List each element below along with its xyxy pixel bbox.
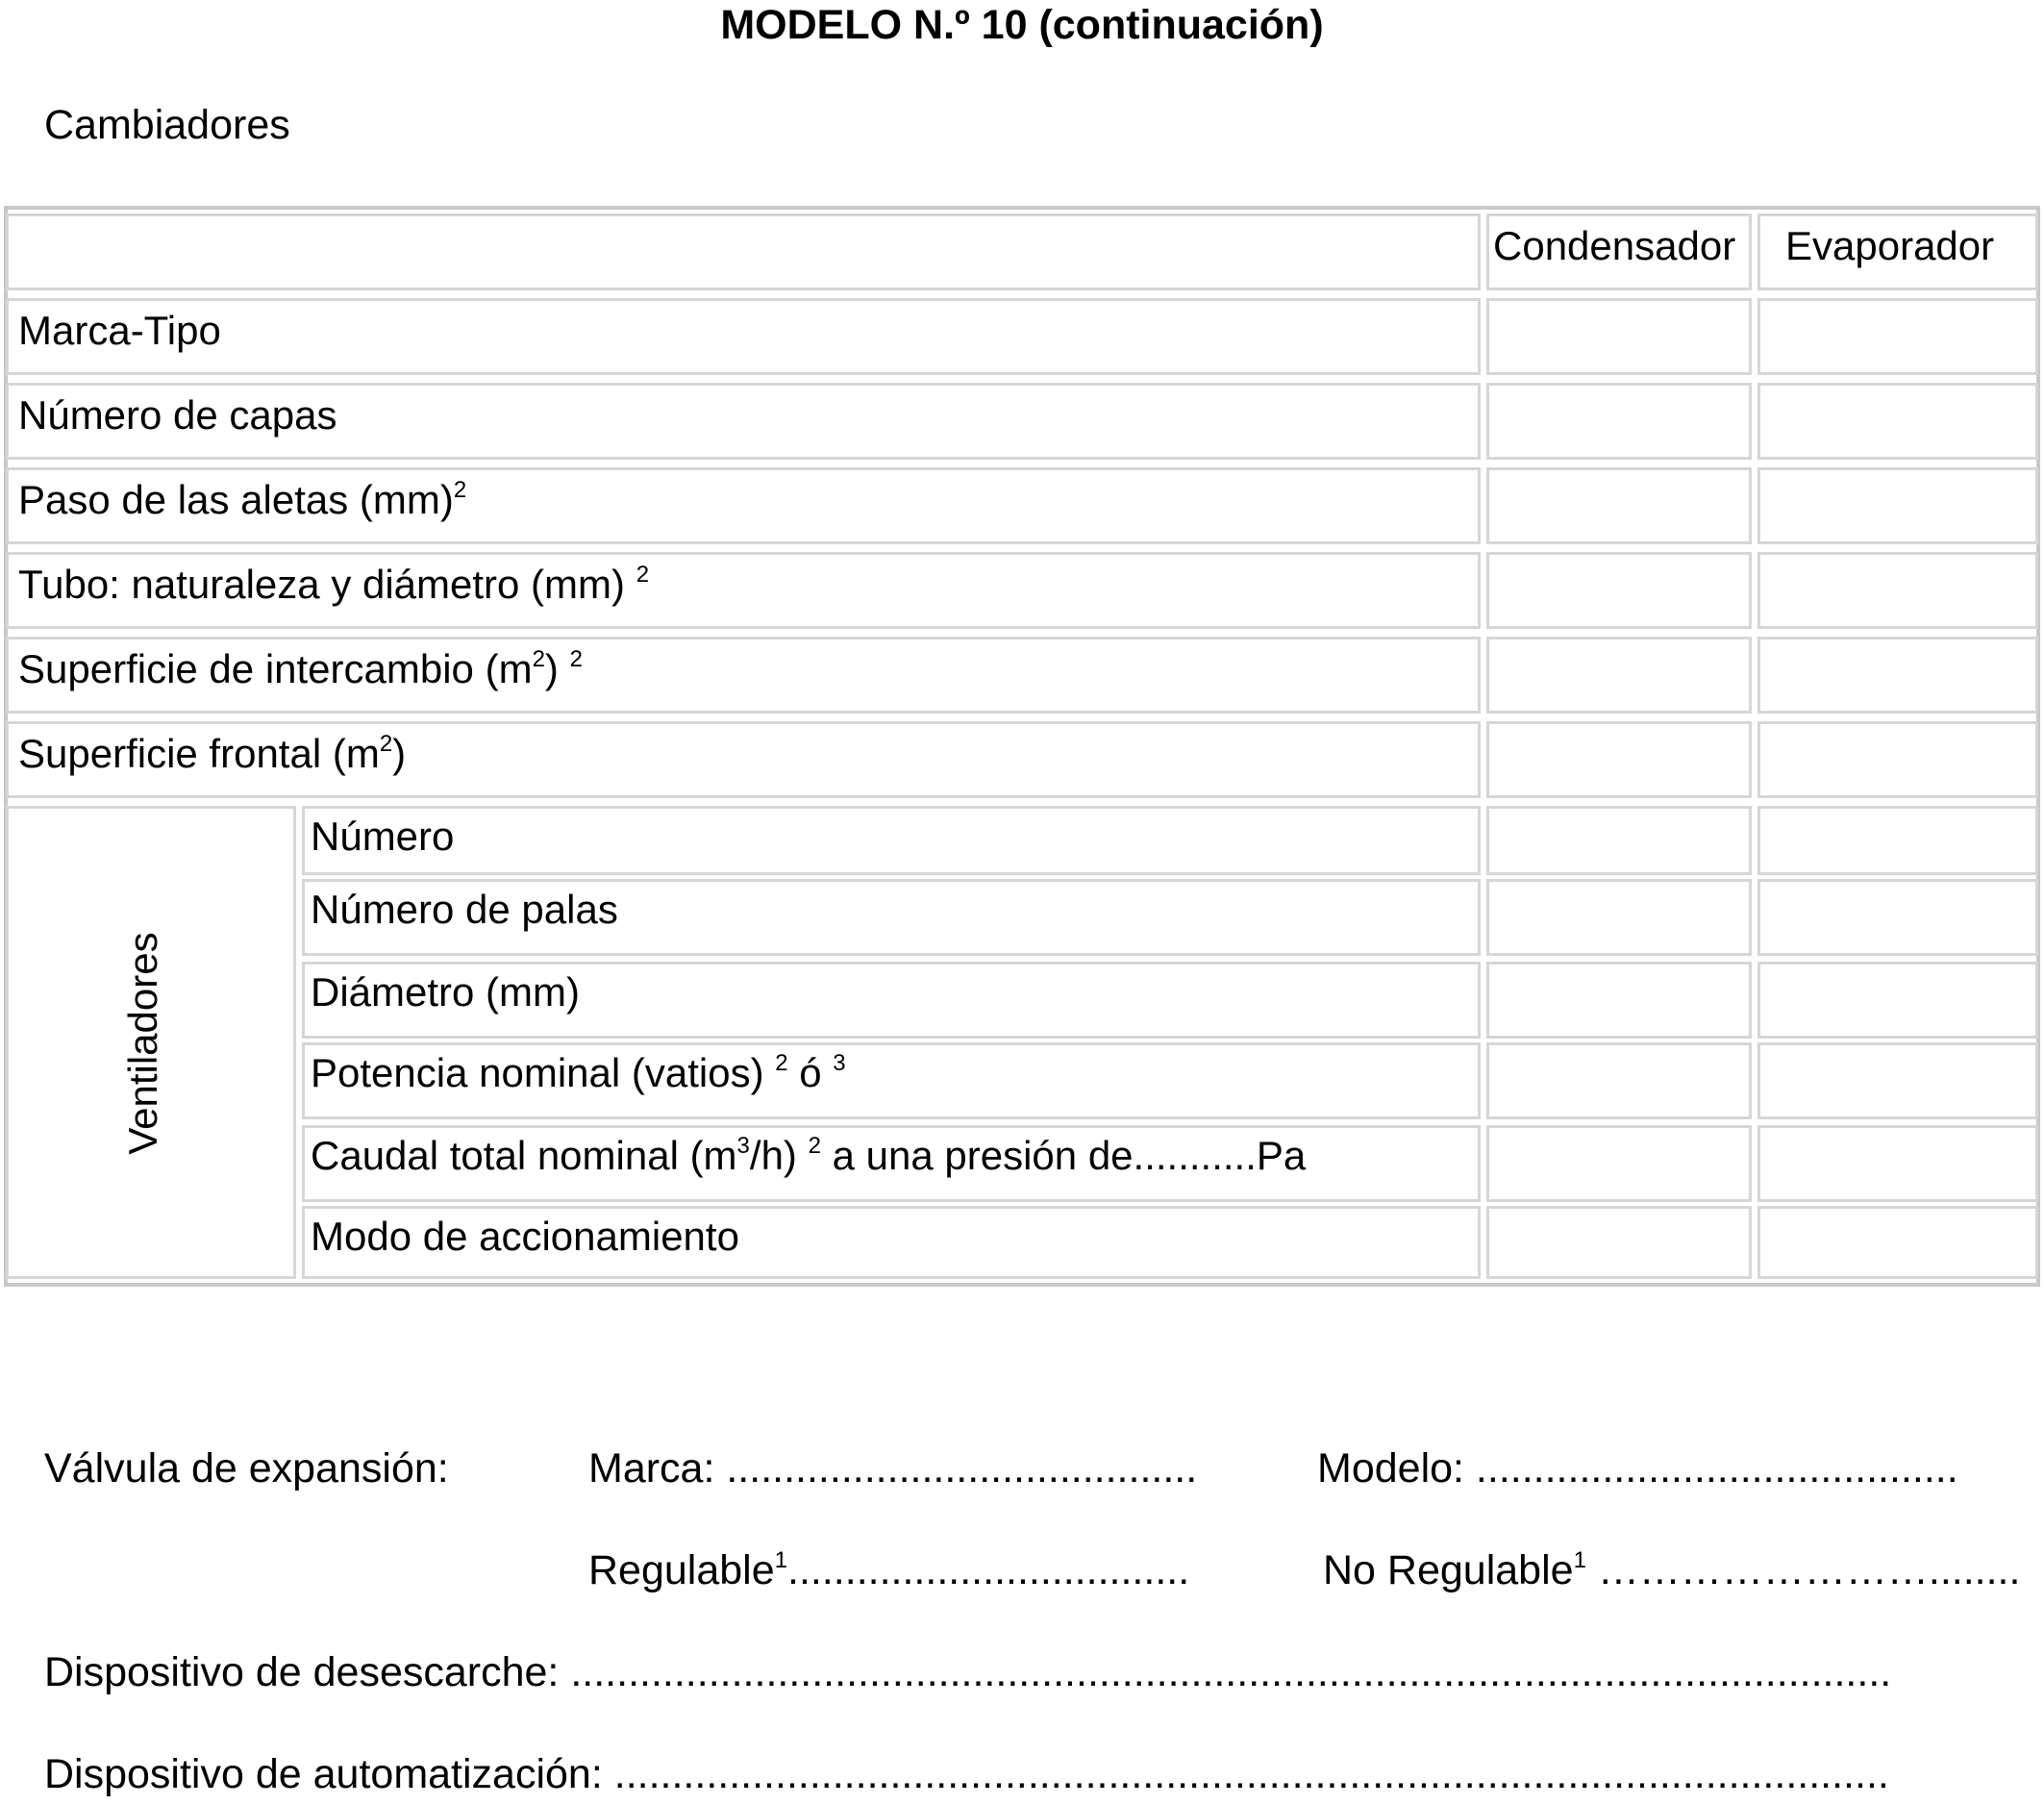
condensador-value-cell[interactable] [1486, 1042, 1752, 1119]
condensador-value-cell[interactable] [1486, 806, 1752, 875]
row-label-paso-aletas: Paso de las aletas (mm)$^2$ [18, 477, 467, 522]
table-row-label-cell [302, 879, 1481, 956]
table-row-label-cell [6, 467, 1481, 544]
evaporador-value-cell[interactable] [1757, 383, 2038, 460]
table-row-label-cell [302, 806, 1481, 875]
evaporador-value-cell[interactable] [1757, 879, 2038, 956]
condensador-value-cell[interactable] [1486, 467, 1752, 544]
condensador-value-cell[interactable] [1486, 1206, 1752, 1279]
evaporador-value-cell[interactable] [1757, 1042, 2038, 1119]
evaporador-value-cell[interactable] [1757, 637, 2038, 714]
row-label-superficie-frontal: Superficie frontal $(m^2)$ [18, 731, 407, 776]
row-label-numero: Número [311, 814, 455, 859]
table-row-label-cell [302, 1125, 1481, 1202]
automation-dots: ............................................................................................................... [613, 1751, 1889, 1797]
condensador-value-cell[interactable] [1486, 298, 1752, 375]
condensador-value-cell[interactable] [1486, 879, 1752, 956]
row-label-caudal: Caudal total nominal $(m^3/h)$ $^2$ a una presión de...........Pa [311, 1133, 1307, 1178]
header-blank-cell [6, 213, 1481, 290]
defrost-label: Dispositivo de desescarche: [44, 1649, 560, 1695]
evaporador-value-cell[interactable] [1757, 298, 2038, 375]
row-label-modo-accionamiento: Modo de accionamiento [311, 1214, 739, 1259]
header-condensador: Condensador [1493, 223, 1736, 268]
model-field[interactable]: Modelo: .......................................... [1317, 1445, 1958, 1492]
automation-field[interactable] [44, 1751, 1889, 1797]
evaporador-value-cell[interactable] [1757, 721, 2038, 798]
adjustable-field[interactable]: Regulable$^1$................................... [588, 1546, 1190, 1593]
evaporador-value-cell[interactable] [1757, 962, 2038, 1039]
row-label-marca-tipo: Marca-Tipo [18, 308, 221, 353]
condensador-value-cell[interactable] [1486, 637, 1752, 714]
section-heading: Cambiadores [44, 102, 290, 148]
row-label-potencia: Potencia nominal (vatios) $^2$ ó $^3$ [311, 1050, 846, 1095]
condensador-value-cell[interactable] [1486, 721, 1752, 798]
brand-field[interactable]: Marca: ......................................... [588, 1445, 1198, 1492]
defrost-field[interactable] [44, 1649, 1892, 1695]
non-adjustable-field[interactable]: No Regulable$^1$ ……………………........ [1323, 1546, 2021, 1593]
condensador-value-cell[interactable] [1486, 383, 1752, 460]
row-label-tubo: Tubo: naturaleza y diámetro (mm) $^2$ [18, 562, 650, 607]
header-condensador-cell [1486, 213, 1752, 290]
row-label-numero-palas: Número de palas [311, 887, 618, 932]
evaporador-value-cell[interactable] [1757, 806, 2038, 875]
header-evaporador: Evaporador [1785, 223, 1995, 268]
valve-label: Válvula de expansión: [44, 1445, 449, 1492]
table-row-label-cell [6, 637, 1481, 714]
evaporador-value-cell[interactable] [1757, 1125, 2038, 1202]
defrost-dots: ................................................................................................................... [570, 1649, 1892, 1695]
condensador-value-cell[interactable] [1486, 552, 1752, 629]
group-ventiladores-cell [6, 806, 296, 1279]
table-row-label-cell [302, 962, 1481, 1039]
table-row-label-cell [302, 1206, 1481, 1279]
row-label-numero-capas: Número de capas [18, 392, 337, 438]
table-row-label-cell [6, 552, 1481, 629]
table-row-label-cell [6, 383, 1481, 460]
page-title: MODELO N.º 10 (continuación) [720, 2, 1324, 48]
row-label-diametro: Diámetro (mm) [311, 969, 580, 1015]
table-row-label-cell [6, 298, 1481, 375]
evaporador-value-cell[interactable] [1757, 467, 2038, 544]
table-row-label-cell [6, 721, 1481, 798]
condensador-value-cell[interactable] [1486, 1125, 1752, 1202]
header-evaporador-cell [1757, 213, 2038, 290]
evaporador-value-cell[interactable] [1757, 1206, 2038, 1279]
condensador-value-cell[interactable] [1486, 962, 1752, 1039]
table-row-label-cell [302, 1042, 1481, 1119]
automation-label: Dispositivo de automatización: [44, 1751, 603, 1797]
group-ventiladores-label: Ventiladores [120, 932, 165, 1155]
row-label-superficie-intercambio: Superficie de intercambio $(m^2)$ $^2$ [18, 646, 583, 691]
evaporador-value-cell[interactable] [1757, 552, 2038, 629]
